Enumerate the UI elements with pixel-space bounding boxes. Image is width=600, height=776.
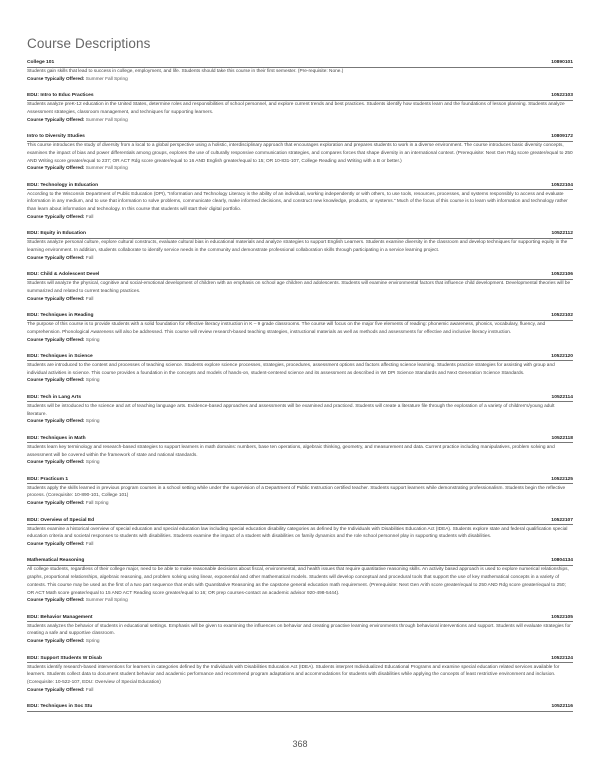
course-name: EDU: Tech in Lang Arts xyxy=(27,394,82,400)
offered-terms: Spring xyxy=(85,460,100,466)
course-offered xyxy=(27,214,573,222)
course-code: 10522104 xyxy=(551,182,573,188)
course-description: Students are introduced to the content and processes of teaching science. Students explore science processes, strategies, procedures, assessment options and factors affecting science learning. Students practice strategies for assisting with group and individual activities in science. This course provides a foundation in the concepts and models of hands-on, student-centered science and its assessment as described in WI DPI Science Standards and Next Generation Science Standards. xyxy=(27,363,555,376)
course-code: 10522103 xyxy=(551,93,573,99)
course-header xyxy=(27,517,573,526)
offered-terms: Summer Fall Spring xyxy=(85,598,128,604)
course-offered xyxy=(27,597,573,605)
course-code: 10809172 xyxy=(551,134,573,140)
offered-label: Course Typically Offered: xyxy=(27,76,85,82)
course-entry xyxy=(27,230,573,262)
offered-terms: Fall Spring xyxy=(85,501,109,507)
offered-label: Course Typically Offered: xyxy=(27,214,85,220)
course-offered xyxy=(27,165,573,173)
course-offered xyxy=(27,541,573,549)
course-header xyxy=(27,394,573,403)
course-offered xyxy=(27,255,573,263)
course-name: EDU: Techniques in Math xyxy=(27,435,86,441)
course-offered xyxy=(27,638,573,646)
course-header xyxy=(27,230,573,239)
course-code: 10522106 xyxy=(551,272,573,278)
offered-label: Course Typically Offered: xyxy=(27,501,85,507)
course-description: Students analyze personal culture, explore cultural constructs, evaluate cultural bias in educational materials and analyze strategies to support English Learners. Students examine diversity in the classroom and develop techniques for supporting equity in the learning environment. In addition, students collaborate to identify service needs in the community and demonstrate professional collaboration skills through participating in a service learning project. xyxy=(27,240,568,254)
course-header xyxy=(27,133,573,142)
course-code: 10522116 xyxy=(551,704,573,710)
course-entry xyxy=(27,557,573,605)
offered-label: Course Typically Offered: xyxy=(27,117,85,123)
course-offered xyxy=(27,459,573,467)
offered-terms: Fall xyxy=(85,214,94,220)
course-name: College 101 xyxy=(27,60,55,65)
offered-label: Course Typically Offered: xyxy=(27,337,85,343)
course-name: EDU: Overview of Special Ed xyxy=(27,517,95,523)
course-name: EDU: Intro to Educ Practices xyxy=(27,93,94,99)
course-header xyxy=(27,557,573,566)
course-code: 10522124 xyxy=(551,655,573,661)
course-entry xyxy=(27,271,573,303)
course-entry xyxy=(27,614,573,646)
course-name: EDU: Support Students W Disab xyxy=(27,655,102,661)
course-header xyxy=(27,703,573,712)
course-code: 10522114 xyxy=(551,394,573,400)
offered-terms: Fall xyxy=(85,296,94,302)
course-entry xyxy=(27,312,573,344)
offered-label: Course Typically Offered: xyxy=(27,296,85,302)
course-header xyxy=(27,435,573,444)
offered-label: Course Typically Offered: xyxy=(27,542,85,547)
course-entry xyxy=(27,353,573,385)
course-name: EDU: Behavior Management xyxy=(27,614,93,620)
course-code: 10522105 xyxy=(551,614,573,620)
offered-label: Course Typically Offered: xyxy=(27,687,85,693)
course-header xyxy=(27,92,573,101)
course-header xyxy=(27,182,573,191)
offered-terms: Fall xyxy=(85,687,94,693)
offered-label: Course Typically Offered: xyxy=(27,378,85,384)
offered-label: Course Typically Offered: xyxy=(27,598,85,604)
course-entry xyxy=(27,703,573,712)
course-offered xyxy=(27,296,573,304)
course-offered xyxy=(27,117,573,125)
course-entry xyxy=(27,394,573,426)
course-description: Students apply the skills learned in previous program courses in a school setting while under the supervision of a Department of Public Instruction certified teacher. Students support learners while demonstrating professionalism. Students begin the reflective process. (Corequisite: 10-890-101, College 101) xyxy=(27,485,566,499)
course-header xyxy=(27,655,573,664)
offered-label: Course Typically Offered: xyxy=(27,255,85,261)
course-code: 10522112 xyxy=(551,231,573,237)
course-name: EDU: Techniques in Reading xyxy=(27,313,94,319)
course-offered xyxy=(27,76,573,84)
course-name: Intro to Diversity Studies xyxy=(27,134,85,140)
course-entry xyxy=(27,182,573,222)
course-description: Students will be introduced to the science and art of teaching language arts. Evidence-based approaches and assessments will be examined and practiced. Students will create a literature file through the exploration of a variety of children's/young adult literature. xyxy=(27,403,555,417)
course-entry xyxy=(27,655,573,695)
page-title: Course Descriptions xyxy=(27,36,151,51)
course-description: The purpose of this course is to provide students with a solid foundation for effective literacy instruction in K – 9 grade classrooms. The course will focus on the major five elements of reading: phonemic awareness, phonics, vocabulary, fluency, and comprehension. Phonological Awareness will also be addressed. This course will review research-based teaching strategies, instructional materials as well as methods and assessments for effective and inclusive literacy instruction. xyxy=(27,322,546,335)
course-header xyxy=(27,353,573,362)
course-description: Students examine a historical overview of special education and special education law including special education disability categories as defined by the Individuals with Disabilities Education Act (IDEA). Students explore state and federal qualification special education criteria and societal responses to students with disabilities. Students examine the impact of a student with disabilities on family dynamics and the role school personnel play in supporting students with disabilities. xyxy=(27,526,568,540)
course-header xyxy=(27,614,573,623)
course-offered xyxy=(27,418,573,426)
course-description: Students learn key terminology and research-based strategies to support learners in math domains: numbers, base ten operations, algebraic thinking, geometry, and measurement and data. Current practice including manipulatives, problem solving and assessment will be covered within the framework of state and national standards. xyxy=(27,444,555,458)
page-number: 368 xyxy=(292,739,308,749)
course-header xyxy=(27,59,573,68)
offered-terms: Spring xyxy=(85,378,100,384)
course-header xyxy=(27,312,573,321)
course-entry xyxy=(27,517,573,549)
course-entry xyxy=(27,59,573,84)
course-header xyxy=(27,271,573,280)
offered-terms: Summer Fall Spring xyxy=(85,76,128,82)
course-code: 10522118 xyxy=(551,435,573,441)
course-description: Students will analyze the physical, cognitive and social-emotional development of children with an emphasis on school age children and adolescents. Students will examine environmental factors that influence child development. Developmental theories will be summarized and related to current teaching practices. xyxy=(27,281,571,294)
course-description: Students analyze preK-12 education in the United States, determine roles and responsibilities of school personnel, and explore current trends and best practices. Students identify how students learn and the foundations of lesson planning. Students analyze Assessment strategies, classroom management, and techniques for supporting learners. xyxy=(27,102,565,115)
course-offered xyxy=(27,687,573,695)
course-entry xyxy=(27,435,573,467)
offered-terms: Fall xyxy=(85,542,94,547)
course-code: 10522102 xyxy=(551,313,573,319)
course-name: EDU: Child & Adolescent Devel xyxy=(27,272,100,278)
course-entry xyxy=(27,476,573,508)
course-code: 10522125 xyxy=(551,476,573,482)
course-offered xyxy=(27,377,573,385)
offered-terms: Spring xyxy=(85,337,100,343)
course-list xyxy=(27,59,573,720)
course-name: EDU: Practicum 1 xyxy=(27,476,69,482)
course-name: EDU: Technology in Education xyxy=(27,182,99,188)
course-offered xyxy=(27,337,573,345)
offered-label: Course Typically Offered: xyxy=(27,419,85,425)
course-name: EDU: Techniques in Soc Stu xyxy=(27,704,93,710)
offered-terms: Fall xyxy=(85,255,94,261)
course-code: 10522107 xyxy=(551,517,573,523)
offered-terms: Spring xyxy=(85,419,100,425)
offered-terms: Summer Fall Spring xyxy=(85,166,128,172)
offered-label: Course Typically Offered: xyxy=(27,639,85,645)
course-entry xyxy=(27,92,573,124)
course-entry xyxy=(27,133,573,173)
course-header xyxy=(27,476,573,485)
course-code: 10804134 xyxy=(551,558,573,564)
course-name: EDU: Equity in Education xyxy=(27,231,86,237)
course-code: 10890101 xyxy=(551,60,573,65)
course-description: This course introduces the study of diversity from a local to a global perspective using a holistic, interdisciplinary approach that encourages exploration and prepares students to work in a diverse environment. The course introduces basic diversity concepts, examines the impact of bias and power differentials among groups, explores the use of culturally responsive communication strategies, and compares forces that shape diversity in an international context. (Prerequisite: Next Gen Rdg score greater/equal to 250 AND Writing score greater/equal to 237; OR ACT Rdg score greater/equal to 16 AND English greater/equal to 15; OR 10-831-107, College Reading and Writing with a B or better.) xyxy=(27,143,573,164)
course-code: 10522120 xyxy=(551,353,573,359)
offered-label: Course Typically Offered: xyxy=(27,166,85,172)
course-name: EDU: Techniques in Science xyxy=(27,353,93,359)
course-description: Students gain skills that lead to success in college, employment, and life. Students should take this course in their first semester. (Pre-requisite: None.) xyxy=(27,69,344,75)
offered-terms: Summer Fall Spring xyxy=(85,117,128,123)
course-name: Mathematical Reasoning xyxy=(27,558,85,564)
course-description: All college students, regardless of their college major, need to be able to make reasonable decisions about fiscal, environmental, and health issues that require quantitative reasoning skills. An activity based approach is used to explore numerical relationships, graphs, proportional relationships, algebraic reasoning, and problem solving using linear, exponential and other mathematical models. Students will develop conceptual and procedural tools that support the use of key mathematical concepts in a variety of contexts. This course may be used as the first of a two part sequence that ends with Quantitative Reasoning as the capstone general education math requirement. (Prerequisite: Next Gen Arith score greater/equal to 250 AND Rdg score greater/equal to 250; OR ACT Math score greater/equal to 15 AND ACT Reading score greater/equal to 16; OR prep courses-contact an academic advisor 920-498-5444). xyxy=(27,567,569,596)
course-description: Students analyzes the behavior of students in educational settings. Emphasis will be given to examining the influences on behavior and creating proactive learning environments through behavioral interventions and support. Students will evaluate strategies for creating a safe and supportive classroom. xyxy=(27,623,571,637)
course-offered xyxy=(27,500,573,508)
course-description: Students identify research-based interventions for learners in categories defined by the Individuals with Disabilities Education Act (IDEA). Students interpret Individualized Educational Programs and examine special education related services available for learners. Students collect data to document student behavior and academic performance and recommend program adaptations and accommodations for students with disabilities while applying the concepts of least restrictive environment and inclusion. (Corequisite: 10-522-107, EDU: Overview of Special Education) xyxy=(27,664,560,686)
offered-terms: Spring xyxy=(85,639,100,645)
offered-label: Course Typically Offered: xyxy=(27,460,85,466)
course-description: According to the Wisconsin Department of Public Education (DPI), "Information and Technology Literacy is the ability of an individual, working independently or with others, to use tools, resources, processes, and systems responsibly to access and evaluate information in any medium, and to use that information to solve problems, communicate clearly, make informed decisions, and construct new knowledge, products, or systems." Much of the focus of this course is to learn with information and technology rather than learn about information and technology. In this course that students will start their digital portfolio. xyxy=(27,191,568,213)
